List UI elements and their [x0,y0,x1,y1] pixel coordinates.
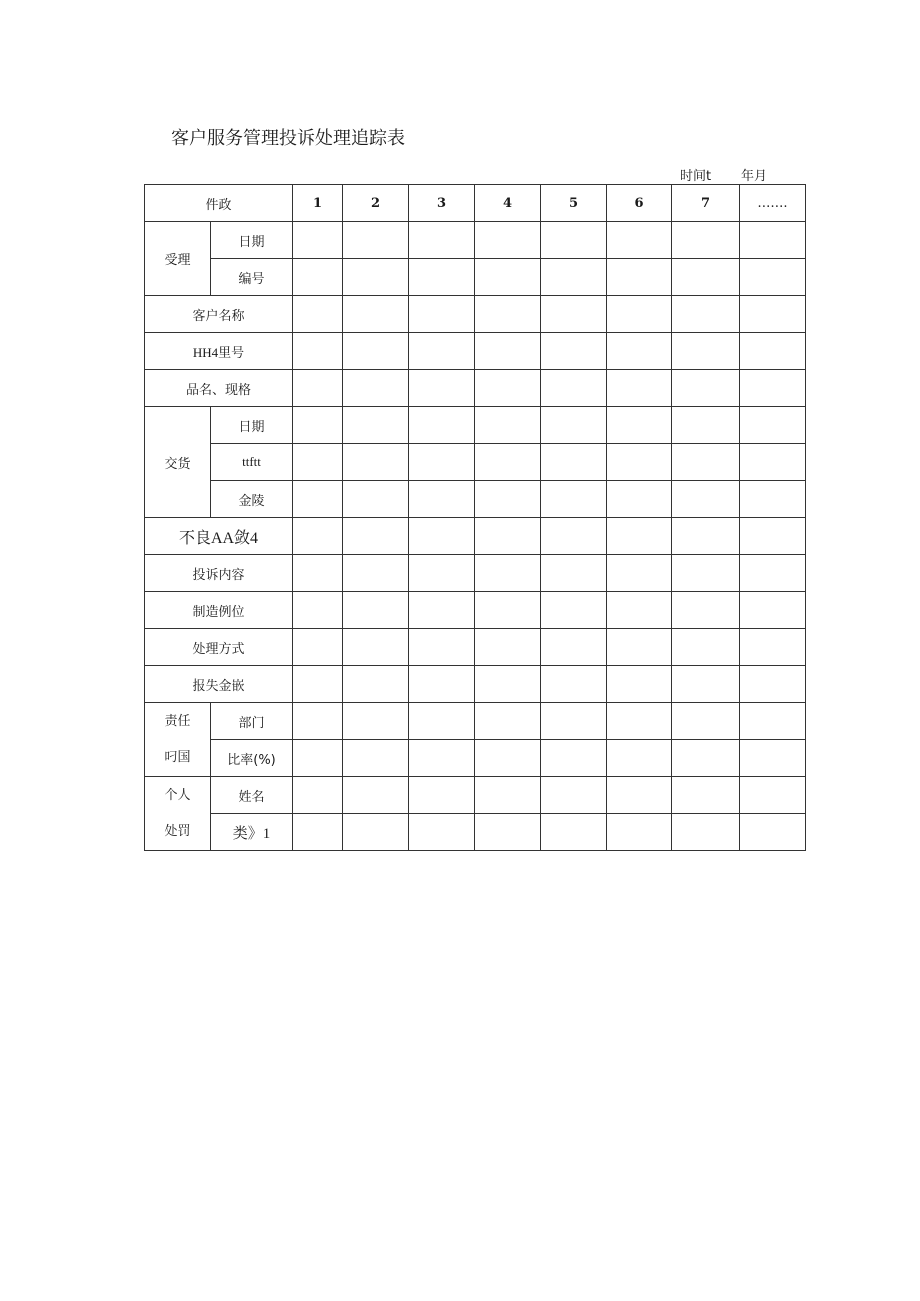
cell[interactable] [740,777,806,814]
cell[interactable] [409,444,475,481]
cell[interactable] [740,407,806,444]
cell[interactable] [475,370,541,407]
cell[interactable] [409,703,475,740]
cell[interactable] [293,592,343,629]
cell[interactable] [541,444,607,481]
cell[interactable] [409,296,475,333]
cell[interactable] [607,740,672,777]
header-col-more: ……. [740,185,806,222]
year-month-label: 年月 [741,169,768,184]
table-row [145,666,806,703]
cell[interactable] [541,481,607,518]
table-row [145,407,806,444]
cell[interactable] [740,592,806,629]
cell[interactable] [672,370,740,407]
row-label-manufacture-unit: 制造例位 [145,592,293,629]
cell[interactable] [607,444,672,481]
cell[interactable] [541,222,607,259]
cell[interactable] [409,666,475,703]
cell[interactable] [740,518,806,555]
complaint-tracking-table [144,184,806,851]
cell[interactable] [541,592,607,629]
cell[interactable] [607,555,672,592]
row-label-ratio: 比率(%) [211,740,293,777]
cell[interactable] [293,222,343,259]
cell[interactable] [343,444,409,481]
row-label-customer-name: 客户名称 [145,296,293,333]
cell[interactable] [475,333,541,370]
cell[interactable] [409,555,475,592]
responsibility-line2: 叼国 [164,749,191,765]
cell[interactable] [672,259,740,296]
cell[interactable] [607,259,672,296]
penalty-line1: 个人 [164,787,191,803]
cell[interactable] [343,407,409,444]
row-group-delivery: 交货 [145,407,211,518]
cell[interactable] [409,592,475,629]
cell[interactable] [672,777,740,814]
row-group-accept: 受理 [145,222,211,296]
cell[interactable] [343,259,409,296]
cell[interactable] [475,555,541,592]
cell[interactable] [740,629,806,666]
cell[interactable] [740,666,806,703]
header-row [145,185,806,222]
cell[interactable] [541,777,607,814]
cell[interactable] [343,296,409,333]
cell[interactable] [475,444,541,481]
cell[interactable] [475,481,541,518]
cell[interactable] [293,555,343,592]
cell[interactable] [343,592,409,629]
cell[interactable] [740,555,806,592]
responsibility-line1: 责任 [164,713,191,729]
cell[interactable] [672,592,740,629]
cell[interactable] [541,666,607,703]
cell[interactable] [541,370,607,407]
cell[interactable] [740,333,806,370]
row-group-personal-penalty [145,777,211,851]
cell[interactable] [409,518,475,555]
table-row [145,629,806,666]
row-group-responsibility [145,703,211,777]
cell[interactable] [475,592,541,629]
header-col-1: 1 [293,185,343,222]
cell[interactable] [343,370,409,407]
cell[interactable] [343,703,409,740]
table-row [145,222,806,259]
table-row [145,259,806,296]
cell[interactable] [672,481,740,518]
cell[interactable] [740,481,806,518]
cell[interactable] [409,814,475,851]
cell[interactable] [293,481,343,518]
cell[interactable] [607,814,672,851]
cell[interactable] [672,222,740,259]
cell[interactable] [672,444,740,481]
cell[interactable] [607,703,672,740]
cell[interactable] [672,703,740,740]
cell[interactable] [409,740,475,777]
cell[interactable] [672,333,740,370]
cell[interactable] [541,814,607,851]
header-case-label: 件政 [145,185,293,222]
cell[interactable] [293,370,343,407]
cell[interactable] [541,296,607,333]
cell[interactable] [475,814,541,851]
cell[interactable] [293,629,343,666]
cell[interactable] [475,740,541,777]
cell[interactable] [672,555,740,592]
cell[interactable] [409,222,475,259]
cell[interactable] [541,629,607,666]
row-label-loss-amount: 报失金嵌 [145,666,293,703]
cell[interactable] [541,407,607,444]
row-label-defect-count: 不良AA敛4 [145,518,293,555]
table-row [145,444,806,481]
cell[interactable] [343,629,409,666]
table-row [145,296,806,333]
cell[interactable] [607,407,672,444]
cell[interactable] [293,740,343,777]
cell[interactable] [607,296,672,333]
cell[interactable] [672,407,740,444]
header-col-2: 2 [343,185,409,222]
cell[interactable] [672,296,740,333]
header-col-6: 6 [607,185,672,222]
cell[interactable] [475,703,541,740]
cell[interactable] [293,296,343,333]
cell[interactable] [607,629,672,666]
cell[interactable] [293,703,343,740]
cell[interactable] [607,333,672,370]
table-row [145,814,806,851]
table-row [145,481,806,518]
cell[interactable] [343,777,409,814]
cell[interactable] [672,518,740,555]
row-label-order-no: HH4里号 [145,333,293,370]
cell[interactable] [672,666,740,703]
cell[interactable] [740,222,806,259]
cell[interactable] [409,629,475,666]
cell[interactable] [475,666,541,703]
cell[interactable] [343,666,409,703]
cell[interactable] [740,370,806,407]
cell[interactable] [343,555,409,592]
cell[interactable] [343,518,409,555]
table-row [145,370,806,407]
cell[interactable] [409,259,475,296]
cell[interactable] [541,740,607,777]
cell[interactable] [475,222,541,259]
cell[interactable] [409,777,475,814]
cell[interactable] [740,259,806,296]
cell[interactable] [475,296,541,333]
cell[interactable] [475,518,541,555]
cell[interactable] [293,259,343,296]
row-label-dept: 部门 [211,703,293,740]
cell[interactable] [293,333,343,370]
cell[interactable] [740,444,806,481]
row-label-delivery-date: 日期 [211,407,293,444]
cell[interactable] [607,370,672,407]
table-row [145,555,806,592]
cell[interactable] [475,629,541,666]
row-label-accept-number: 编号 [211,259,293,296]
cell[interactable] [293,407,343,444]
cell[interactable] [672,629,740,666]
time-label: 时间t [680,169,712,184]
cell[interactable] [475,407,541,444]
header-col-7: 7 [672,185,740,222]
cell[interactable] [475,777,541,814]
cell[interactable] [409,481,475,518]
row-label-kind: 类》1 [211,814,293,851]
table-row [145,777,806,814]
cell[interactable] [343,740,409,777]
cell[interactable] [607,592,672,629]
cell[interactable] [607,222,672,259]
header-col-5: 5 [541,185,607,222]
cell[interactable] [541,518,607,555]
header-col-3: 3 [409,185,475,222]
cell[interactable] [607,777,672,814]
row-label-delivery-qty: ttftt [211,444,293,481]
cell[interactable] [343,222,409,259]
cell[interactable] [740,740,806,777]
row-label-delivery-amount: 金陵 [211,481,293,518]
cell[interactable] [293,518,343,555]
table-row [145,333,806,370]
row-label-accept-date: 日期 [211,222,293,259]
cell[interactable] [740,703,806,740]
cell[interactable] [343,814,409,851]
row-label-complaint-content: 投诉内容 [145,555,293,592]
header-col-4: 4 [475,185,541,222]
cell[interactable] [293,814,343,851]
table-row [145,518,806,555]
cell[interactable] [293,666,343,703]
page-title: 客户服务管理投诉处理追踪表 [171,128,405,149]
table-row [145,740,806,777]
cell[interactable] [475,259,541,296]
cell[interactable] [343,481,409,518]
table-row [145,592,806,629]
row-label-product-spec: 品名、现格 [145,370,293,407]
cell[interactable] [409,333,475,370]
row-label-name: 姓名 [211,777,293,814]
cell[interactable] [672,814,740,851]
table-row [145,703,806,740]
cell[interactable] [409,407,475,444]
cell[interactable] [541,555,607,592]
cell[interactable] [541,259,607,296]
cell[interactable] [343,333,409,370]
cell[interactable] [672,740,740,777]
cell[interactable] [293,777,343,814]
cell[interactable] [607,481,672,518]
cell[interactable] [740,814,806,851]
penalty-line2: 处罚 [164,823,191,839]
row-label-handling-method: 处理方式 [145,629,293,666]
cell[interactable] [293,444,343,481]
cell[interactable] [607,666,672,703]
cell[interactable] [409,370,475,407]
cell[interactable] [541,333,607,370]
cell[interactable] [740,296,806,333]
cell[interactable] [607,518,672,555]
cell[interactable] [541,703,607,740]
